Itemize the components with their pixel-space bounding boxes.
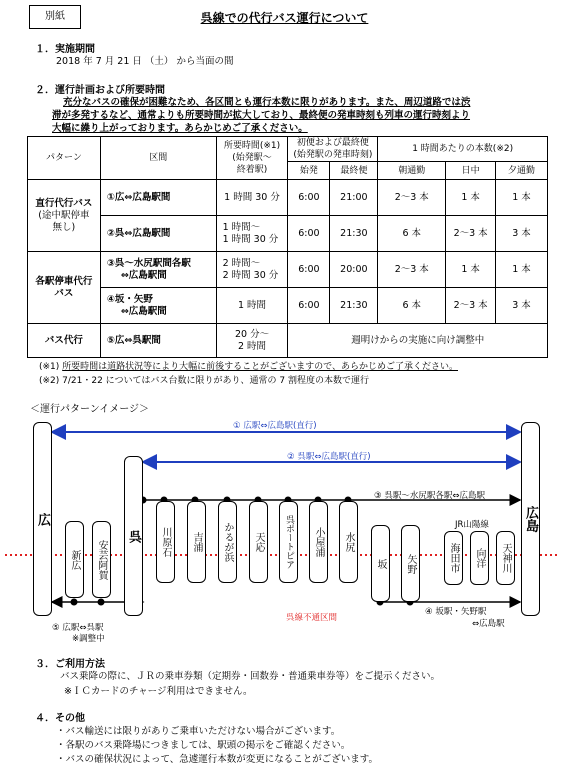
station-tenno: 天応 — [249, 501, 268, 583]
table-row: バス代行 ⑤広⇔呉駅間 20 分～ 2 時間 週明けからの実施に向け調整中 — [28, 324, 548, 358]
pattern-direct: 直行代行バス (途中駅停車 無し) — [28, 180, 101, 252]
header-time: 所要時間(※1) (始発駅～ 終着駅) — [216, 137, 288, 180]
station-kure: 呉 — [124, 456, 143, 616]
jr-sanyo-label: JR山陽線 — [455, 520, 489, 530]
route5-label: ⑤ 広駅⇔呉駅 — [52, 623, 104, 633]
table-row: 各駅停車代行 バス ③呉～水尻駅間各駅 ⇔広島駅間 2 時間～ 2 時間 30 分 6:00 20:00 2～3 本 1 本 1 本 — [28, 252, 548, 288]
station-mizushiri: 水尻 — [339, 501, 358, 583]
section2-line3: 大幅に繰り上がっております。あらかじめご了承ください。 — [52, 123, 308, 134]
diagram-heading: ＜運行パターンイメージ＞ — [30, 404, 149, 415]
pattern-bus: バス代行 — [28, 324, 101, 358]
route4-label: ④ 坂駅・矢野駅 — [425, 607, 487, 617]
route1-label: ① 広駅⇔広島駅(直行) — [233, 421, 317, 431]
header-morning: 朝通勤 — [378, 162, 446, 180]
station-tenjingawa: 天神川 — [496, 531, 515, 585]
station-yoshiura: 吉浦 — [187, 501, 206, 583]
station-hiro: 広 — [33, 422, 52, 616]
station-kure-portopia: 呉ポートピア — [279, 501, 298, 583]
section4-item-1: ・バス輸送には限りがありご乗車いただけない場合がございます。 — [56, 726, 341, 737]
header-first: 始発 — [288, 162, 330, 180]
section4-item-3: ・バスの確保状況によって、急遽運行本数が変更になることがございます。 — [56, 754, 379, 765]
header-frequency: 1 時間あたりの本数(※2) — [378, 137, 548, 162]
station-hiroshima: 広島 — [521, 422, 540, 616]
station-shinhiro: 新広 — [65, 521, 84, 598]
route4b-label: ⇔広島駅 — [472, 619, 505, 629]
page-title: 呉線での代行バス運行について — [200, 11, 369, 25]
attachment-tag: 別紙 — [29, 5, 81, 29]
section3-heading: ３．ご利用方法 — [35, 659, 105, 670]
station-kaitaichi: 海田市 — [444, 531, 463, 585]
station-akiaga: 安芸阿賀 — [92, 521, 111, 598]
section4-heading: ４．その他 — [35, 713, 85, 724]
station-kawaraishi: 川原石 — [156, 501, 175, 583]
route5-note: ※調整中 — [72, 634, 105, 644]
table-row: ②呉⇔広島駅間 1 時間～ 1 時間 30 分 6:00 21:30 6 本 2～3 本 3 本 — [28, 216, 548, 252]
header-section: 区間 — [100, 137, 216, 180]
section2-line2: 滞が多発するなど、通常よりも所要時間が拡大しており、最終便の発車時刻も列車の運行時刻より — [52, 110, 471, 121]
station-koyaura: 小屋浦 — [309, 501, 328, 583]
section2-heading: ２．運行計画および所要時間 — [35, 85, 165, 96]
station-karugahama: かるが浜 — [218, 501, 237, 583]
station-saka: 坂 — [371, 525, 390, 602]
section1-text: 2018 年 7 月 21 日 （土） から当面の間 — [56, 56, 234, 67]
section1-heading: １．実施期間 — [35, 44, 95, 55]
section2-line1: 充分なバスの確保が困難なため、各区間とも運行本数に限りがあります。また、周辺道路では渋 — [63, 97, 471, 108]
header-last: 最終便 — [330, 162, 378, 180]
unserviced-label: 呉線不通区間 — [286, 613, 338, 623]
header-firstlast: 初便および最終便 (始発駅の発車時刻) — [288, 137, 378, 162]
header-evening: 夕通勤 — [496, 162, 548, 180]
station-yano: 矢野 — [401, 525, 420, 602]
table-row: ④坂・矢野 ⇔広島駅間 1 時間 6:00 21:30 6 本 2～3 本 3 本 — [28, 288, 548, 324]
section3-line2: ※ＩＣカードのチャージ利用はできません。 — [64, 686, 253, 697]
pattern-local: 各駅停車代行 バス — [28, 252, 101, 324]
schedule-table — [27, 136, 548, 358]
header-day: 日中 — [446, 162, 496, 180]
header-pattern: パターン — [28, 137, 101, 180]
table-row: 直行代行バス (途中駅停車 無し) ①広⇔広島駅間 1 時間 30 分 6:00 21:00 2～3 本 1 本 1 本 — [28, 180, 548, 216]
route2-label: ② 呉駅⇔広島駅(直行) — [287, 452, 371, 462]
station-mukainada: 向洋 — [470, 531, 489, 585]
route3-label: ③ 呉駅～水尻駅各駅⇔広島駅 — [374, 491, 485, 501]
note-2: (※2) 7/21・22 についてはバス台数に限りがあり、通常の 7 割程度の本数で運行 — [39, 376, 369, 386]
note-1: (※1) 所要時間は道路状況等により大幅に前後することがございますので、あらかじめご了承ください。 — [39, 362, 458, 372]
section3-line1: バス乗降の際に、ＪＲの乗車券類（定期券・回数券・普通乗車券等）をご提示ください。 — [60, 671, 441, 682]
section4-item-2: ・各駅のバス乗降場につきましては、駅頭の掲示をご確認ください。 — [56, 740, 351, 751]
